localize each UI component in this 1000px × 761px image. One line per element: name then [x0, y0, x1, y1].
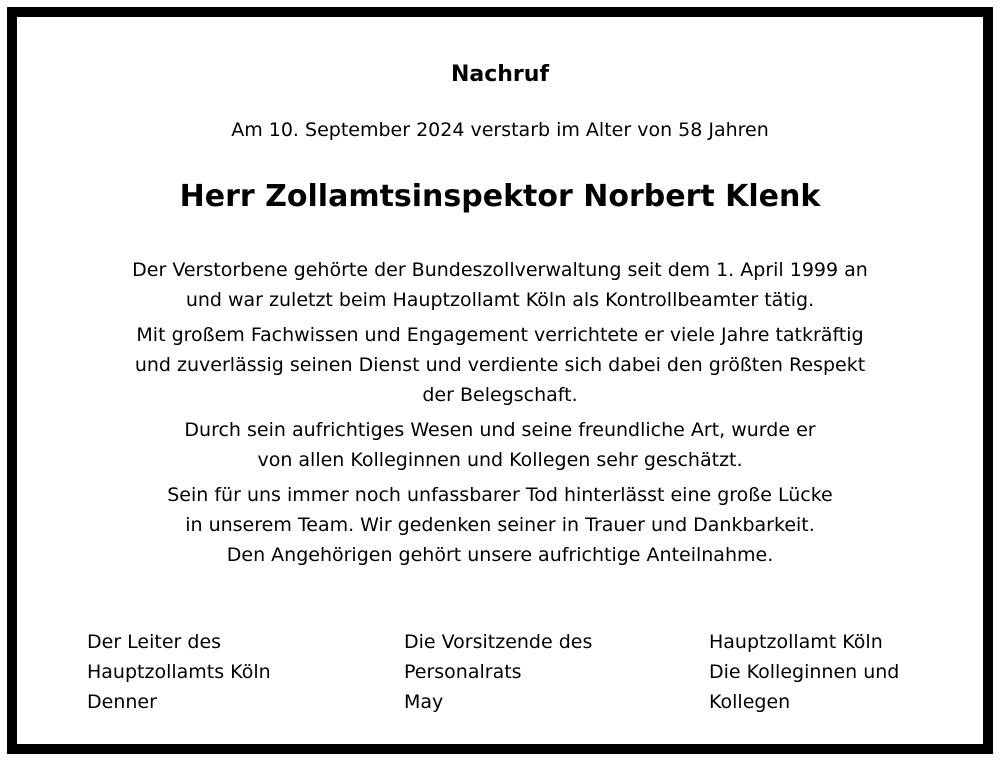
- paragraph-line: von allen Kolleginnen und Kollegen sehr geschätzt.: [257, 449, 743, 471]
- signature-colleagues: [709, 627, 899, 717]
- paragraph-condolence: [57, 480, 943, 570]
- paragraph-line: in unserem Team. Wir gedenken seiner in Trauer und Dankbarkeit.: [185, 514, 815, 536]
- signature-line: Hauptzollamts Köln: [87, 661, 271, 683]
- signature-line: Die Kolleginnen und: [709, 661, 900, 683]
- paragraph-service: [57, 255, 943, 315]
- signature-line: May: [404, 691, 444, 713]
- signature-head-of-office: [87, 627, 271, 717]
- paragraph-merit: [57, 320, 943, 410]
- signature-line: Denner: [87, 691, 157, 713]
- paragraph-line: Durch sein aufrichtiges Wesen und seine freundliche Art, wurde er: [184, 419, 816, 441]
- obituary-body: [57, 255, 943, 575]
- paragraph-character: [57, 415, 943, 475]
- signature-staff-council: [404, 627, 592, 717]
- paragraph-line: und zuverlässig seinen Dienst und verdiente sich dabei den größten Respekt: [134, 354, 866, 376]
- deceased-name: Herr Zollamtsinspektor Norbert Klenk: [179, 179, 821, 214]
- signature-line: Die Vorsitzende des: [404, 631, 593, 653]
- paragraph-line: Der Verstorbene gehörte der Bundeszollverwaltung seit dem 1. April 1999 an: [132, 259, 868, 281]
- signature-line: Kollegen: [709, 691, 791, 713]
- signature-line: Hauptzollamt Köln: [709, 631, 883, 653]
- paragraph-line: Den Angehörigen gehört unsere aufrichtige Anteilnahme.: [226, 544, 774, 566]
- signature-line: Der Leiter des: [87, 631, 222, 653]
- paragraph-line: Mit großem Fachwissen und Engagement verrichtete er viele Jahre tatkräftig: [136, 324, 864, 346]
- obituary-intro: Am 10. September 2024 verstarb im Alter von 58 Jahren: [231, 119, 769, 141]
- paragraph-line: der Belegschaft.: [422, 384, 578, 406]
- obituary-frame: [7, 7, 993, 754]
- paragraph-line: Sein für uns immer noch unfassbarer Tod hinterlässt eine große Lücke: [167, 484, 833, 506]
- obituary-title: Nachruf: [450, 62, 550, 87]
- signature-line: Personalrats: [404, 661, 522, 683]
- paragraph-line: und war zuletzt beim Hauptzollamt Köln als Kontrollbeamter tätig.: [185, 289, 815, 311]
- obituary-content: [17, 17, 983, 744]
